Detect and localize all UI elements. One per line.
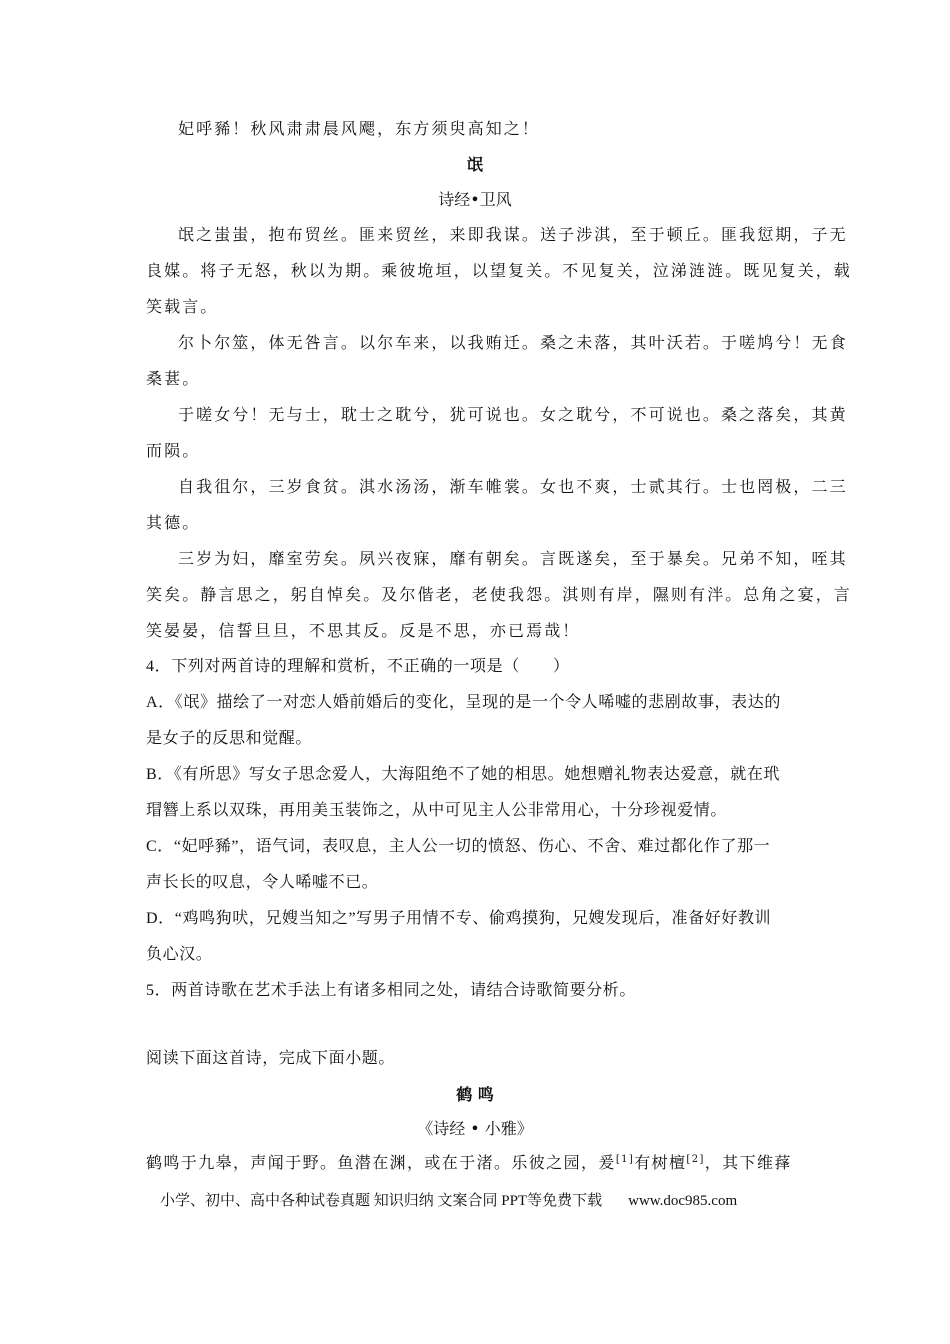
- reading-title: 鹤 鸣: [456, 1085, 494, 1104]
- reading-line-text: 有树檀: [634, 1153, 687, 1172]
- poem2-line: 自我徂尔，三岁食贫。淇水汤汤，渐车帷裳。女也不爽，士贰其行。士也罔极，二三: [178, 477, 848, 496]
- reading-instruction: 阅读下面这首诗，完成下面小题。: [146, 1050, 396, 1067]
- poem2-line: 三岁为妇，靡室劳矣。夙兴夜寐，靡有朝矣。言既遂矣，至于暴矣。兄弟不知，咥其: [178, 549, 848, 568]
- footnote-marker: [2]: [686, 1154, 705, 1165]
- question-5-stem: 5．两首诗歌在艺术手法上有诸多相同之处，请结合诗歌简要分析。: [146, 982, 637, 999]
- footer: [160, 1190, 737, 1212]
- poem2-line: 于嗟女兮！无与士，耽士之耽兮，犹可说也。女之耽兮，不可说也。桑之落矣，其黄: [178, 405, 848, 424]
- question-4-stem: 4．下列对两首诗的理解和赏析，不正确的一项是（ ）: [146, 658, 570, 675]
- reading-line-text: ，其下维萚: [704, 1153, 792, 1172]
- poem2-line: 尔卜尔筮，体无咎言。以尔车来，以我贿迁。桑之未落，其叶沃若。于嗟鸠兮！无食: [178, 333, 848, 352]
- poem2-line: 而陨。: [146, 441, 201, 460]
- poem2-source: 诗经•卫风: [438, 190, 512, 209]
- poem2-line: 笑载言。: [146, 297, 219, 316]
- poem2-line: 氓之蚩蚩，抱布贸丝。匪来贸丝，来即我谋。送子涉淇，至于顿丘。匪我愆期，子无: [178, 225, 848, 244]
- option-b-cont: 瑁簪上系以双珠，再用美玉装饰之，从中可见主人公非常用心，十分珍视爱情。: [146, 802, 728, 819]
- option-c-cont: 声长长的叹息，令人唏嘘不已。: [146, 874, 379, 891]
- reading-source: 《诗经 • 小雅》: [417, 1119, 533, 1138]
- poem2-line: 良媒。将子无怒，秋以为期。乘彼垝垣，以望复关。不见复关，泣涕涟涟。既见复关，载: [146, 261, 852, 280]
- option-d: D．“鸡鸣狗吠，兄嫂当知之”写男子用情不专、偷鸡摸狗，兄嫂发现后，准备好好教训: [146, 910, 772, 927]
- footer-url: www.doc985.com: [628, 1193, 738, 1209]
- footer-text: 小学、初中、高中各种试卷真题 知识归纳 文案合同 PPT等免费下载: [160, 1193, 603, 1209]
- option-c: C．“妃呼豨”，语气词，表叹息，主人公一切的愤怒、伤心、不舍、难过都化作了那一: [146, 838, 771, 855]
- reading-first-line: [146, 1152, 792, 1174]
- footnote-marker: [1]: [615, 1154, 635, 1165]
- option-d-cont: 负心汉。: [146, 946, 213, 963]
- poem2-line: 桑葚。: [146, 369, 201, 388]
- poem2-line: 其德。: [146, 513, 201, 532]
- option-a: A．《氓》描绘了一对恋人婚前婚后的变化，呈现的是一个令人唏嘘的悲剧故事，表达的: [146, 694, 781, 711]
- option-b: B．《有所思》写女子思念爱人，大海阻绝不了她的相思。她想赠礼物表达爱意，就在玳: [146, 766, 781, 783]
- option-a-cont: 是女子的反思和觉醒。: [146, 730, 313, 747]
- poem2-line: 笑矣。静言思之，躬自悼矣。及尔偕老，老使我怨。淇则有岸，隰则有泮。总角之宴，言: [146, 585, 852, 604]
- poem2-title: 氓: [466, 155, 483, 174]
- reading-line-text: 鹤鸣于九皋，声闻于野。鱼潜在渊，或在于渚。乐彼之园，爰: [146, 1153, 616, 1172]
- poem2-line: 笑晏晏，信誓旦旦，不思其反。反是不思，亦已焉哉！: [146, 621, 581, 640]
- poem1-closing-line: 妃呼豨！秋风肃肃晨风飔，东方须臾高知之！: [178, 119, 541, 138]
